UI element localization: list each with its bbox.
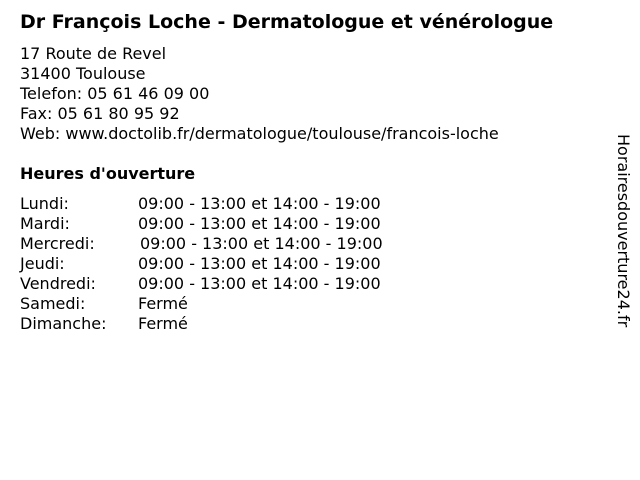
day-label: Mercredi: bbox=[20, 234, 95, 253]
address-block bbox=[20, 44, 499, 144]
day-label: Mardi: bbox=[20, 214, 70, 233]
time-value: Fermé bbox=[138, 314, 188, 333]
phone-number: Telefon: 05 61 46 09 00 bbox=[20, 84, 210, 103]
time-value: 09:00 - 13:00 et 14:00 - 19:00 bbox=[138, 214, 381, 233]
opening-hours-heading: Heures d'ouverture bbox=[20, 164, 196, 183]
street-address: 17 Route de Revel bbox=[20, 44, 167, 63]
day-label: Samedi: bbox=[20, 294, 86, 313]
time-value: 09:00 - 13:00 et 14:00 - 19:00 bbox=[140, 234, 383, 253]
city-postal-code: 31400 Toulouse bbox=[20, 64, 146, 83]
day-label: Dimanche: bbox=[20, 314, 107, 333]
fax-number: Fax: 05 61 80 95 92 bbox=[20, 104, 180, 123]
website-url: Web: www.doctolib.fr/dermatologue/toulouse/francois-loche bbox=[20, 124, 499, 143]
site-watermark: Horairesdouverture24.fr bbox=[614, 134, 633, 328]
day-label: Vendredi: bbox=[20, 274, 96, 293]
time-value: 09:00 - 13:00 et 14:00 - 19:00 bbox=[138, 274, 381, 293]
day-label: Lundi: bbox=[20, 194, 69, 213]
time-value: 09:00 - 13:00 et 14:00 - 19:00 bbox=[138, 194, 381, 213]
page-title: Dr François Loche - Dermatologue et vénérologue bbox=[20, 11, 554, 33]
time-value: Fermé bbox=[138, 294, 188, 313]
time-value: 09:00 - 13:00 et 14:00 - 19:00 bbox=[138, 254, 381, 273]
day-label: Jeudi: bbox=[20, 254, 65, 273]
